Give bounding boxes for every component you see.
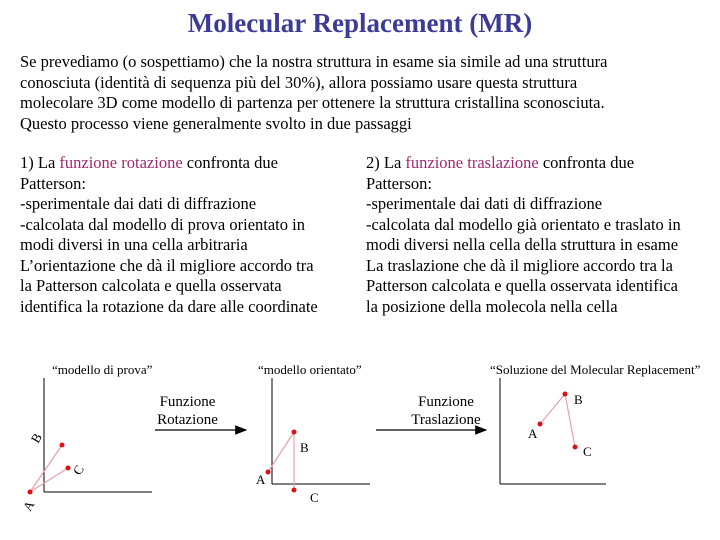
heading-prefix: 2) La xyxy=(366,153,406,172)
atom-label-a: A xyxy=(528,426,538,441)
heading-prefix: 1) La xyxy=(20,153,60,172)
column-line: la Patterson calcolata e quella osservata xyxy=(20,276,282,295)
heading-suffix: confronta due xyxy=(538,153,635,172)
atom-a-dot xyxy=(266,470,271,475)
column-line: -calcolata dal modello di prova orientato in xyxy=(20,214,305,234)
atom-label-c: C xyxy=(583,444,592,459)
slide-title: Molecular Replacement (MR) xyxy=(187,8,533,38)
intro-line: molecolare 3D come modello di partenza per ottenere la struttura cristallina sconosciuta. xyxy=(20,93,605,112)
rotation-function-word: Rotazione xyxy=(157,412,218,428)
intro-line: conosciuta (identità di sequenza più del 30%), allora possiamo usare questa struttura xyxy=(20,72,578,92)
translation-function-term: funzione traslazione xyxy=(405,153,539,172)
rotation-function-term: funzione rotazione xyxy=(59,153,183,172)
atom-a-dot xyxy=(28,490,33,495)
column-line: Patterson: xyxy=(20,173,86,193)
column-line: modi diversi in una cella arbitraria xyxy=(20,235,248,254)
atom-label-c: C xyxy=(310,490,319,505)
oriented-model-label: “modello orientato” xyxy=(258,362,362,377)
panel-1-bond xyxy=(30,445,62,492)
atom-label-a: A xyxy=(256,472,266,487)
translation-function-word: Traslazione xyxy=(411,412,481,428)
panel-3-bond xyxy=(540,394,565,424)
column-line: Patterson calcolata e quella osservata identifica xyxy=(366,276,678,295)
atom-label-b: B xyxy=(574,392,583,407)
atom-b-dot xyxy=(60,443,65,448)
atom-b-dot xyxy=(563,392,568,397)
solution-label: “Soluzione del Molecular Replacement” xyxy=(490,362,701,377)
column-line: L’orientazione che dà il migliore accordo tra xyxy=(20,255,314,275)
atom-c-dot xyxy=(292,488,297,493)
rotation-function-word: Funzione xyxy=(159,394,216,410)
atom-b-dot xyxy=(292,430,297,435)
column-line: -sperimentale dai dati di diffrazione xyxy=(20,194,257,213)
column-line: Patterson: xyxy=(366,173,432,193)
column-line: identifica la rotazione da dare alle coordinate xyxy=(20,296,318,316)
translation-function-word: Funzione xyxy=(418,394,474,410)
panel-1-bond xyxy=(30,468,68,492)
trial-model-label: “modello di prova” xyxy=(52,362,153,377)
column-line: -calcolata dal modello già orientato e traslato in xyxy=(366,214,681,234)
column-line: La traslazione che dà il migliore accordo tra la xyxy=(366,255,673,275)
atom-label-b: B xyxy=(27,430,45,446)
column-line: -sperimentale dai dati di diffrazione xyxy=(366,194,603,213)
atom-a-dot xyxy=(538,422,543,427)
intro-line: Questo processo viene generalmente svolto in due passaggi xyxy=(20,113,412,133)
atom-label-c: C xyxy=(69,462,87,478)
atom-label-a: A xyxy=(19,497,38,514)
atom-c-dot xyxy=(573,445,578,450)
atom-label-b: B xyxy=(300,440,309,455)
column-line: la posizione della molecola nella cella xyxy=(366,296,618,316)
column-line: modi diversi nella cella della struttura in esame xyxy=(366,235,679,254)
intro-line: Se prevediamo (o sospettiamo) che la nostra struttura in esame sia simile ad una struttura xyxy=(20,52,608,71)
heading-suffix: confronta due xyxy=(182,153,278,172)
